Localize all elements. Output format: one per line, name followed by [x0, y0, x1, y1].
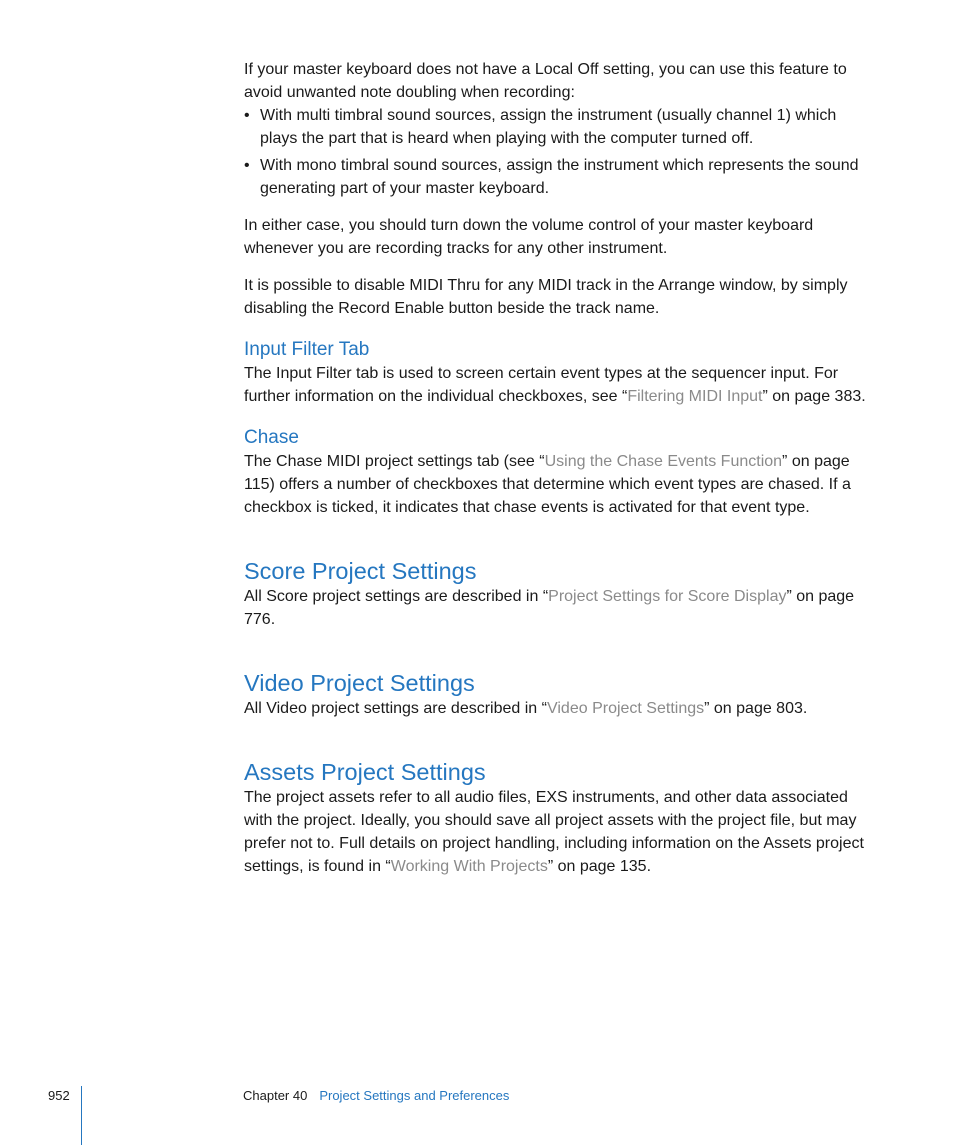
chase-paragraph: [244, 450, 874, 519]
input-filter-heading: Input Filter Tab: [244, 339, 370, 360]
chase-text-after: ” on page 115) offers a number of checkboxes that determine which event types are chased. If a checkbox is ticked, it indicates that chase events is activated for that event type.: [244, 453, 851, 516]
filtering-midi-input-link[interactable]: Filtering MIDI Input: [627, 388, 763, 405]
input-filter-paragraph: [244, 362, 874, 408]
bullet-text: With multi timbral sound sources, assign the instrument (usually channel 1) which plays the part that is heard when playing with the computer turned off.: [260, 107, 837, 147]
score-heading: Score Project Settings: [244, 558, 477, 584]
chase-heading: Chase: [244, 427, 299, 448]
input-filter-text-after: ” on page 383.: [762, 388, 866, 405]
score-display-link[interactable]: Project Settings for Score Display: [548, 588, 787, 605]
bullet-text: With mono timbral sound sources, assign the instrument which represents the sound generating part of your master keyboard.: [260, 157, 859, 197]
list-item: [244, 154, 874, 200]
midi-thru-paragraph: It is possible to disable MIDI Thru for any MIDI track in the Arrange window, by simply disabling the Record Enable button beside the track name.: [244, 277, 848, 317]
assets-text-after: ” on page 135.: [547, 858, 652, 875]
page-number: 952: [48, 1088, 70, 1103]
bullet-icon: •: [244, 107, 250, 124]
score-paragraph: [244, 585, 874, 631]
bullet-icon: •: [244, 157, 250, 174]
assets-heading: Assets Project Settings: [244, 759, 486, 785]
chase-events-link[interactable]: Using the Chase Events Function: [544, 453, 783, 470]
footer-divider: [81, 1086, 82, 1145]
volume-paragraph: In either case, you should turn down the volume control of your master keyboard whenever you are recording tracks for any other instrument.: [244, 217, 814, 257]
chapter-label: Chapter 40: [243, 1088, 308, 1103]
video-heading: Video Project Settings: [244, 670, 475, 696]
working-with-projects-link[interactable]: Working With Projects: [390, 858, 548, 875]
assets-paragraph: [244, 786, 874, 878]
video-text: All Video project settings are described in “: [244, 700, 547, 717]
chapter-title-link[interactable]: Project Settings and Preferences: [319, 1088, 510, 1103]
score-text: All Score project settings are described in “: [244, 588, 549, 605]
score-text-after: ” on page 776.: [244, 588, 855, 628]
footer-chapter: [243, 1088, 509, 1103]
bullet-list: [244, 104, 874, 200]
video-settings-link[interactable]: Video Project Settings: [546, 700, 705, 717]
input-filter-text: The Input Filter tab is used to screen certain event types at the sequencer input. For further information on the individual checkboxes, see “: [244, 365, 839, 405]
chase-text: The Chase MIDI project settings tab (see “: [244, 453, 545, 470]
video-paragraph: [244, 697, 874, 720]
page-content: [244, 58, 874, 878]
assets-text: The project assets refer to all audio files, EXS instruments, and other data associated with the project. Ideally, you should save all project assets with the project file, but may prefer not to. Full details on project handling, including information on the Assets project settings, is found in “: [244, 789, 864, 875]
intro-paragraph: If your master keyboard does not have a Local Off setting, you can use this feature to avoid unwanted note doubling when recording:: [244, 61, 847, 101]
video-text-after: ” on page 803.: [704, 700, 808, 717]
list-item: [244, 104, 874, 150]
